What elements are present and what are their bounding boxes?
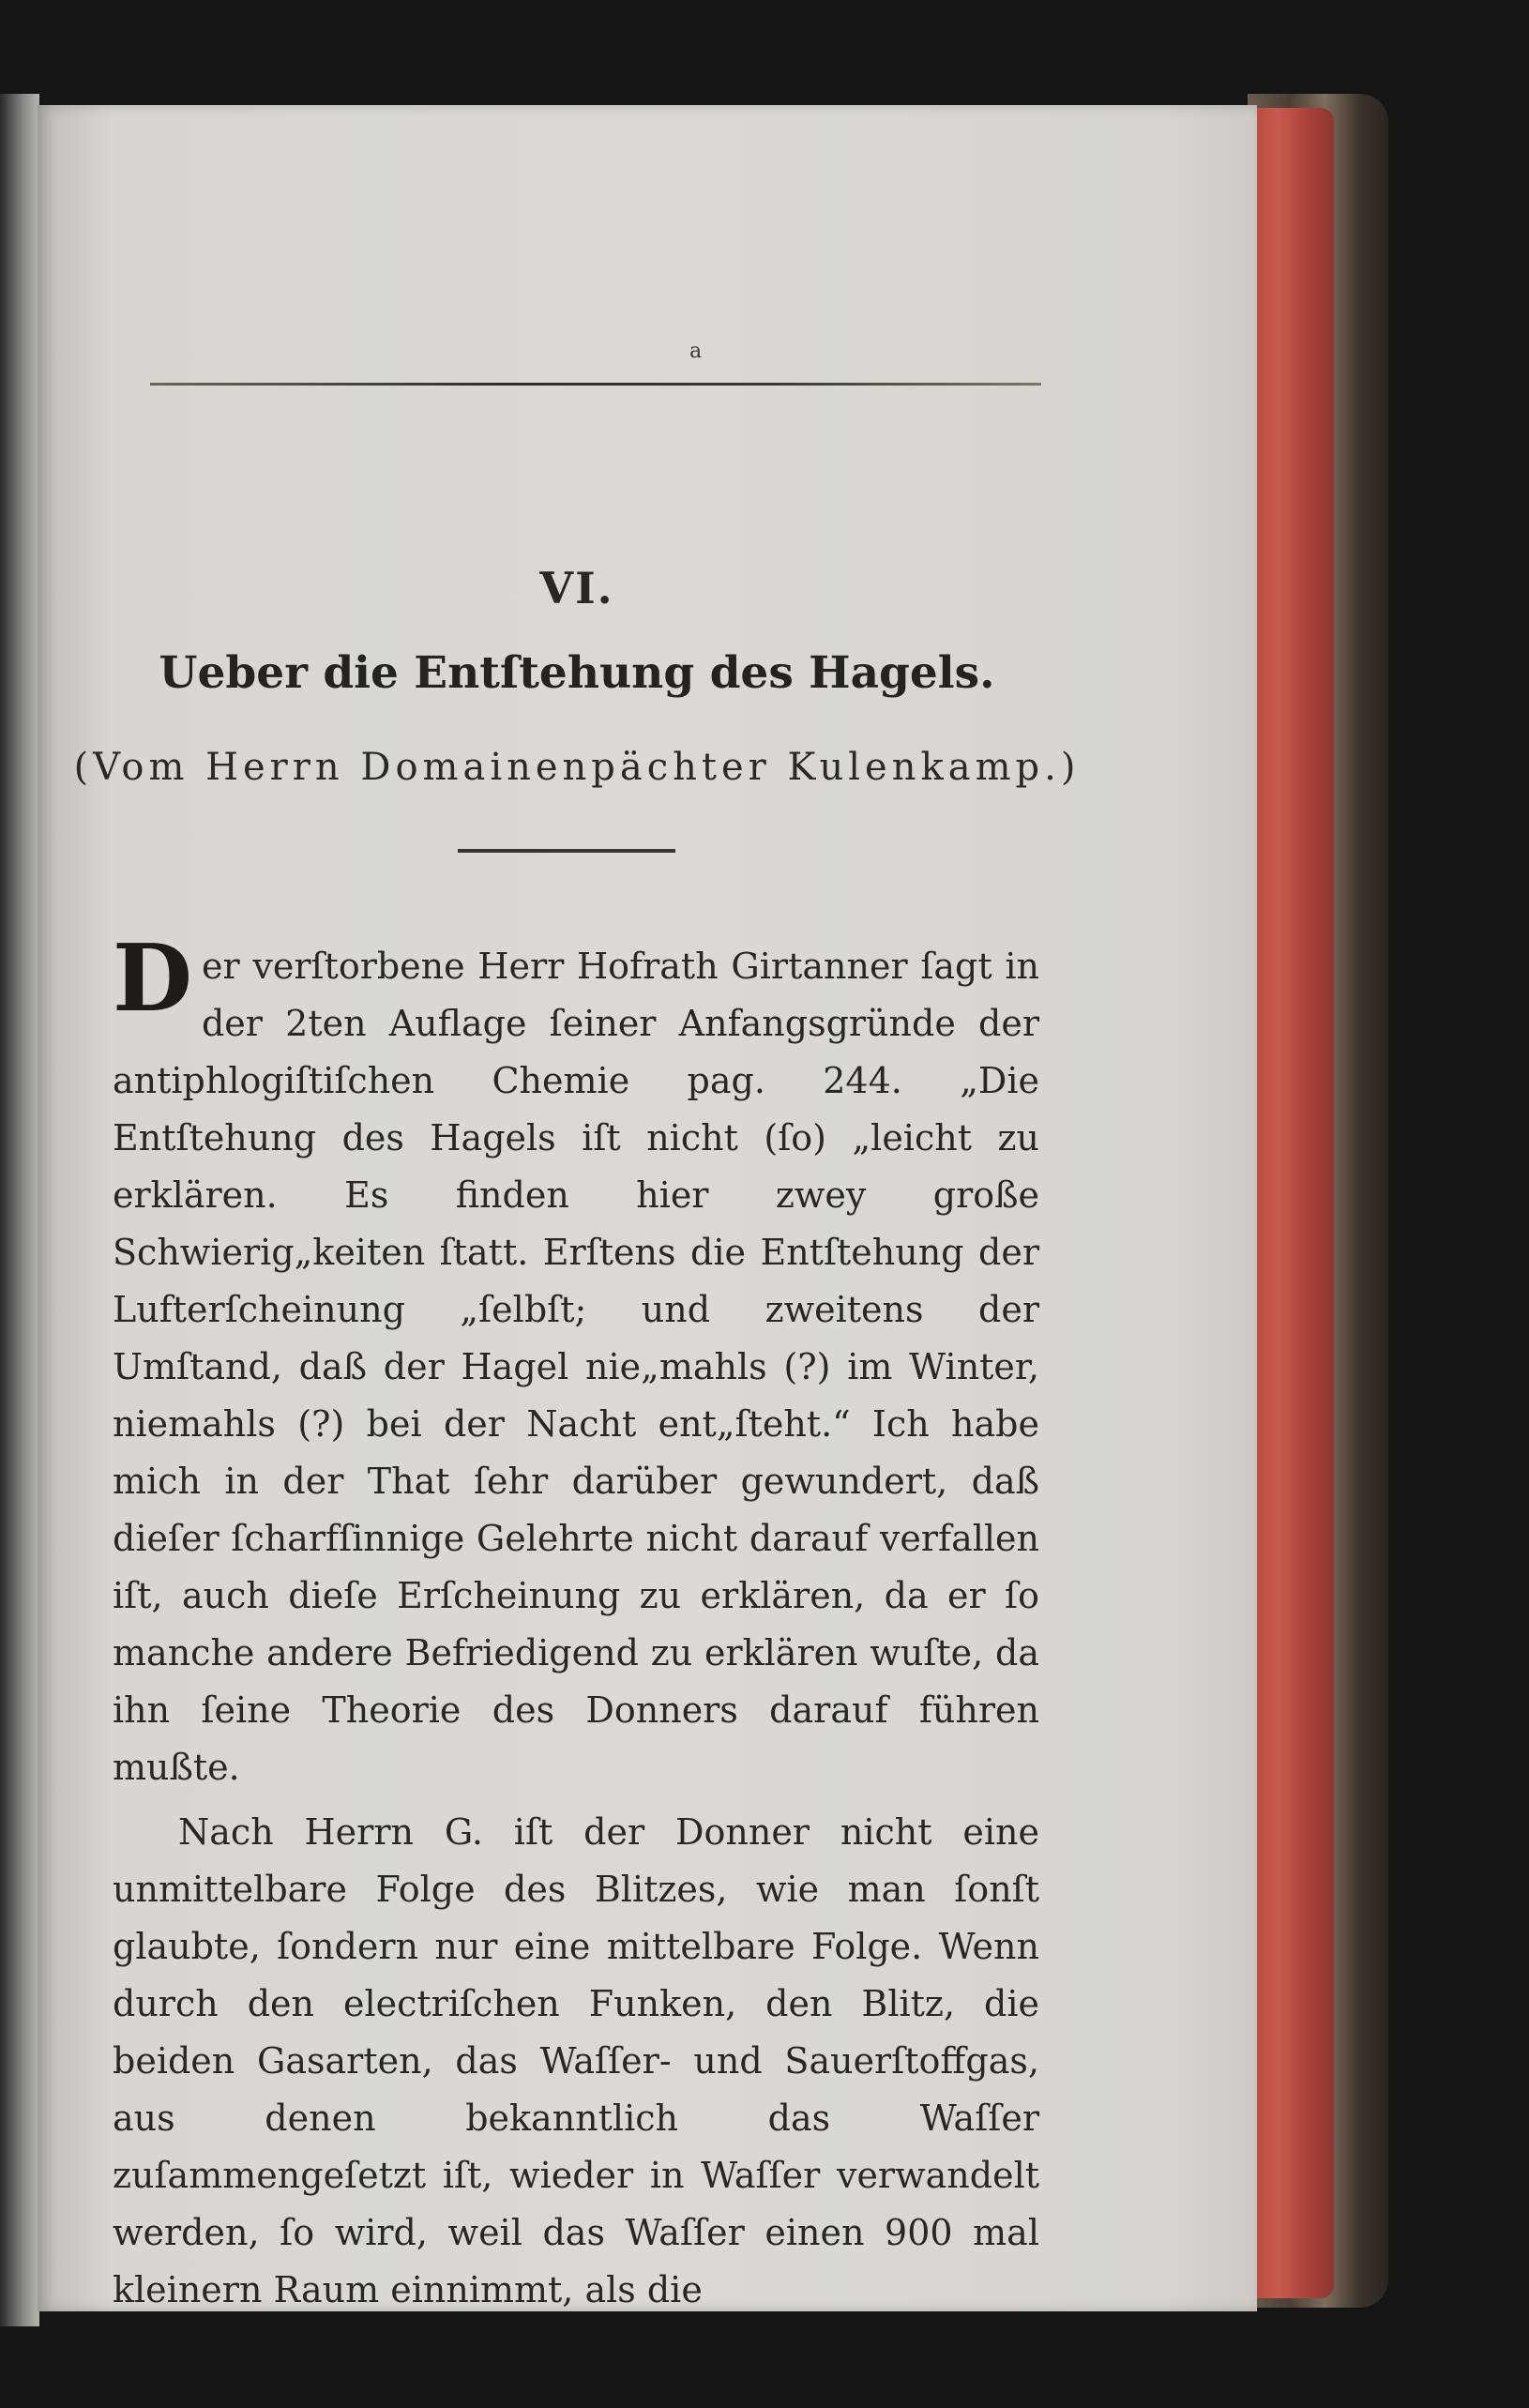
facing-page-edge (0, 94, 39, 2326)
paragraph-2: Nach Herrn G. iſt der Donner nicht eine unmittelbare Folge des Blitzes, wie man ſonſt glaubte, ſondern nur eine mittelbare Folge. Wenn durch den electriſchen Funken, den Blitz, die beiden Gasarten, das Waſſer- und Sauerſtoffgas, aus denen bekanntlich das Waſſer zuſammengeſetzt iſt, wieder in Waſſer verwandelt werden, ſo wird, weil das Waſſer einen 900 mal kleinern Raum einnimmt, als die (113, 1811, 1039, 2310)
red-page-edges (1248, 108, 1334, 2298)
chapter-title: Ueber die Entſtehung des Hagels. (159, 647, 995, 699)
paragraph-1 (113, 925, 1039, 1796)
title-divider (458, 849, 675, 853)
author-byline: (Vom Herrn Domainenpächter Kulenkamp.) (73, 746, 1081, 789)
paragraph-1-text: er verſtorbene Herr Hofrath Girtanner ſagt in der 2ten Auflage ſeiner Anfangsgründe der antiphlogiſtiſchen Chemie pag. 244. „Die Entſtehung des Hagels iſt nicht (ſo) „leicht zu erklären. Es finden hier zwey große Schwierig„keiten ſtatt. Erſtens die Entſtehung der Lufterſcheinung „ſelbſt; und zweitens der Umſtand, daß der Hagel nie„mahls (?) im Winter, niemahls (?) bei der Nacht ent„ſteht.“ Ich habe mich in der That ſehr darüber gewundert, daß dieſer ſcharfſinnige Gelehrte nicht darauf verfallen iſt, auch dieſe Erſcheinung zu erklären, da er ſo manche andere Befriedigend zu erklären wuſte, da ihn ſeine Theorie des Donners darauf führen mußte. (113, 946, 1039, 1788)
chapter-number: VI. (539, 563, 614, 613)
signature-mark: a (689, 340, 703, 363)
body-text (113, 925, 1039, 2319)
drop-cap: D (113, 925, 192, 1033)
header-rule (150, 383, 1041, 386)
